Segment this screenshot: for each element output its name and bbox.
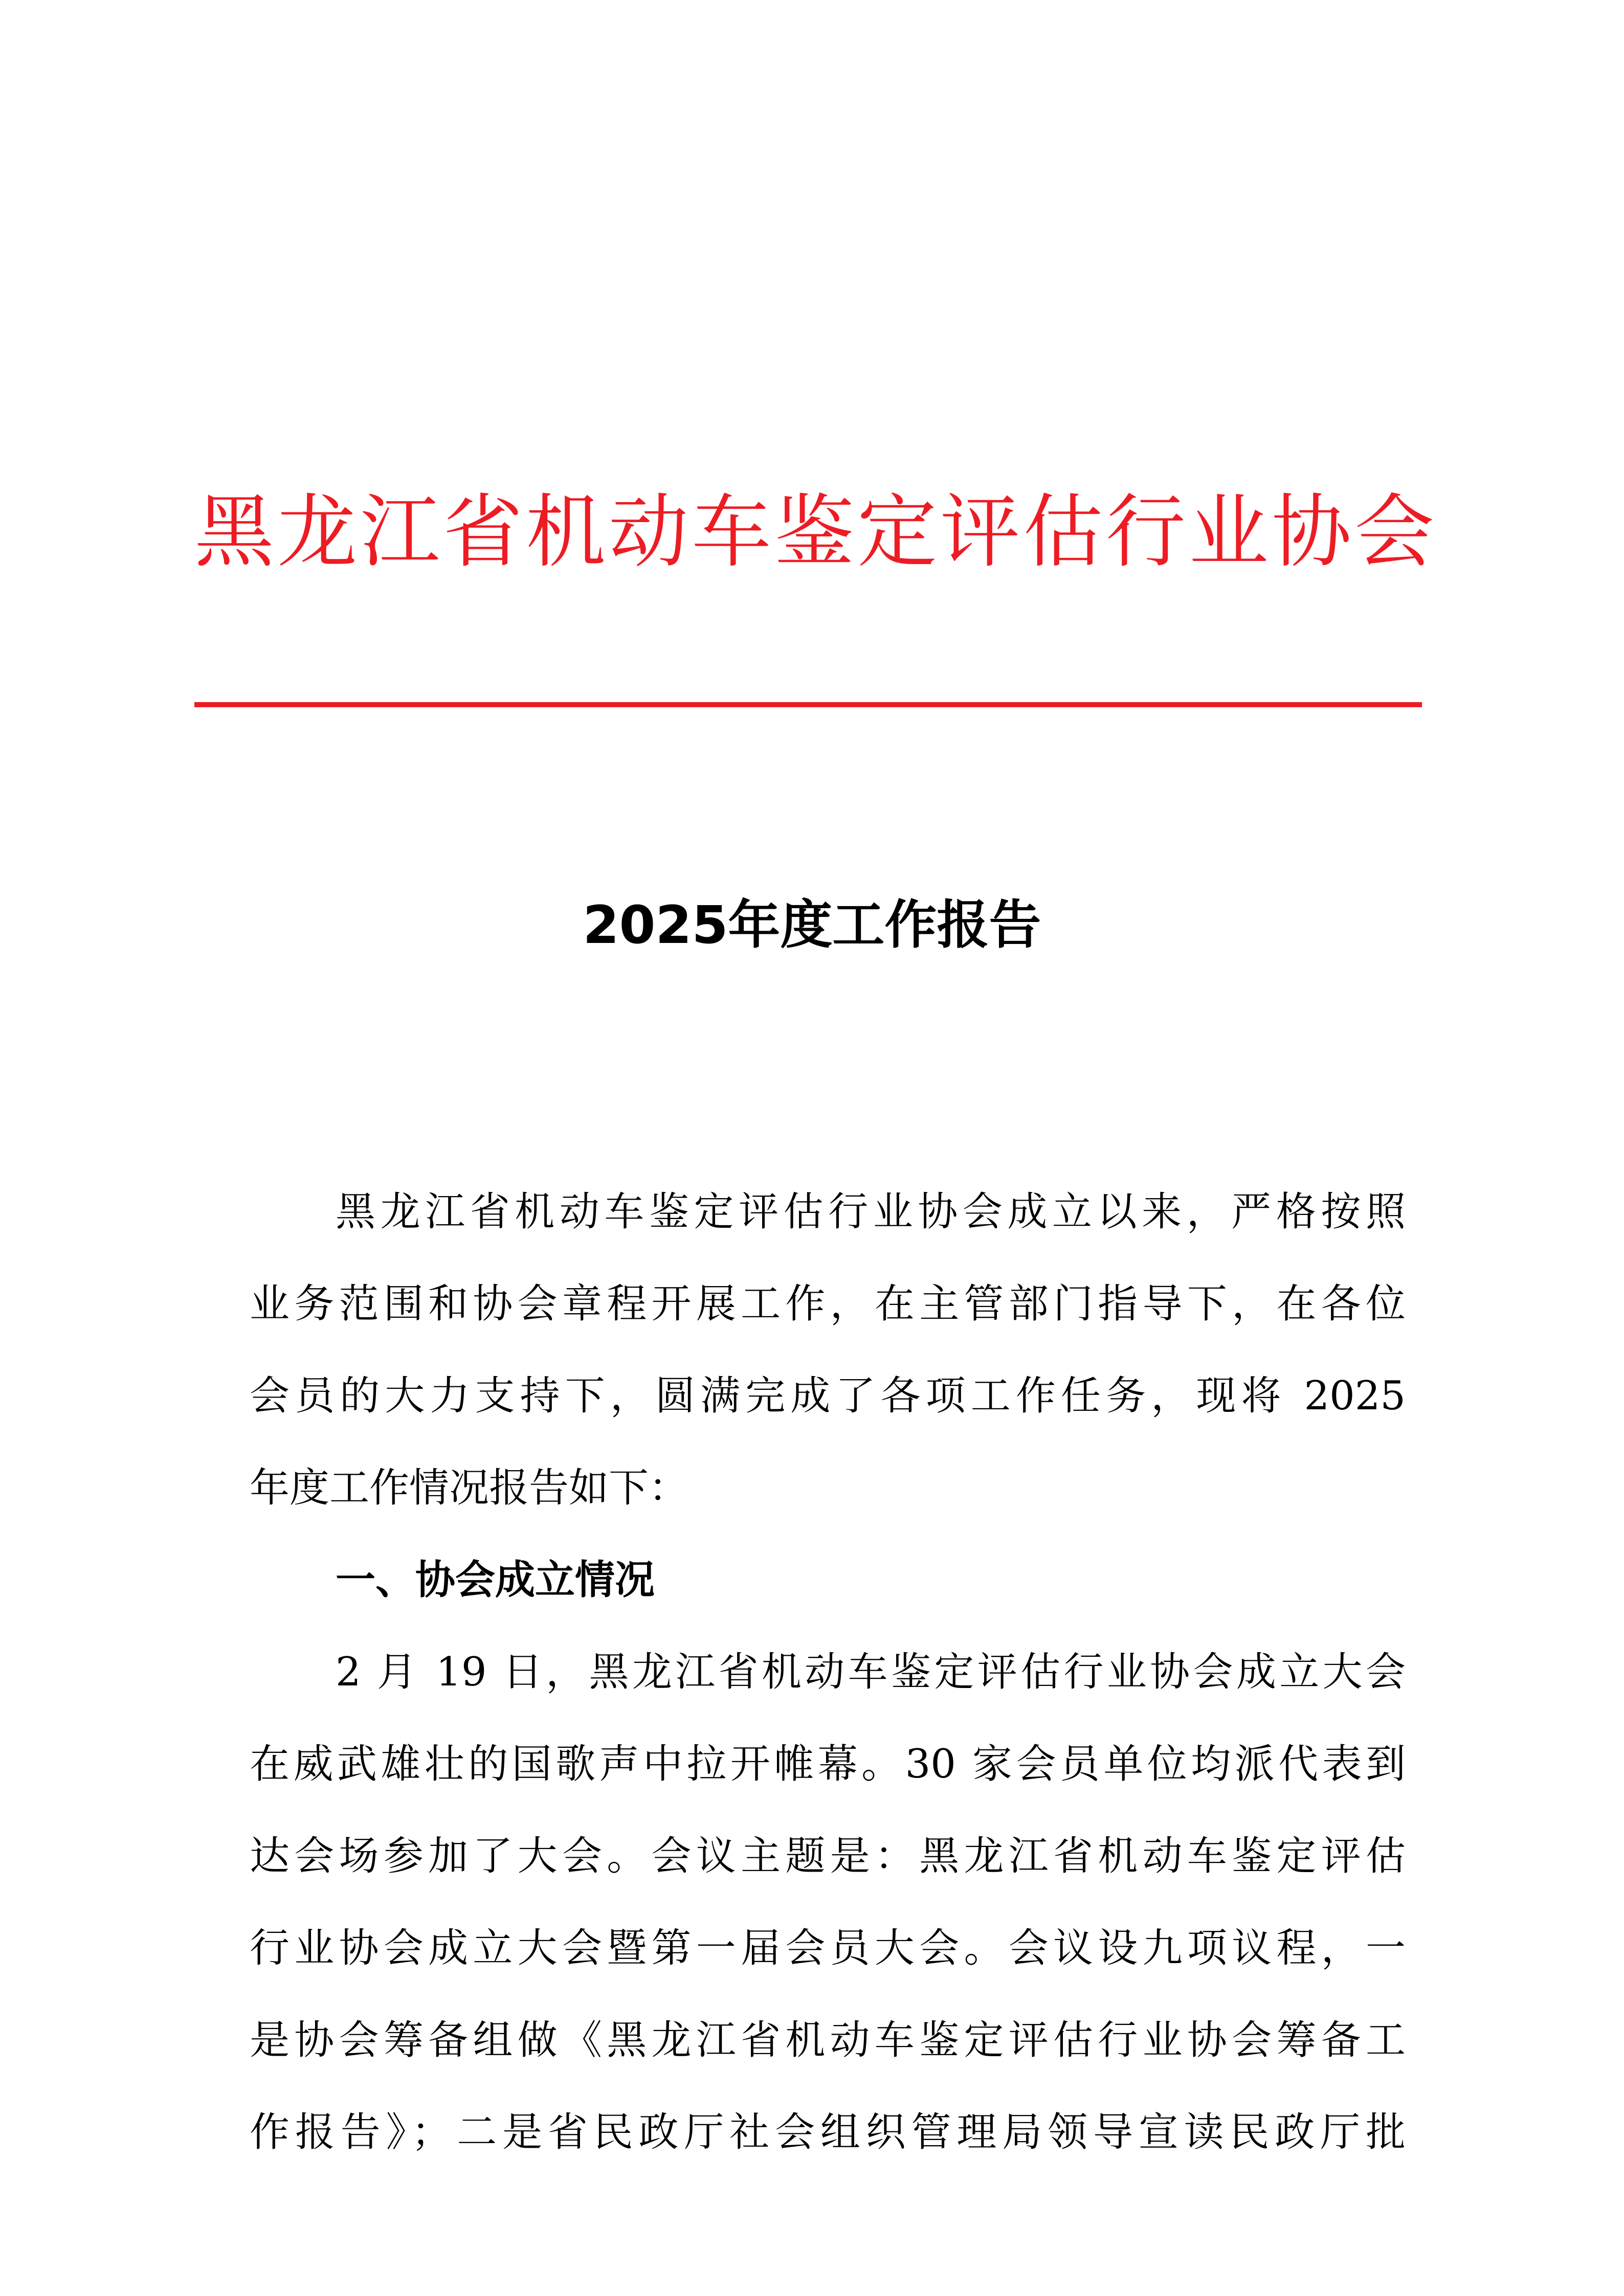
organization-name: 黑龙江省机动车鉴定评估行业协会 (194, 485, 1437, 578)
section-line: 达会场参加了大会。会议主题是：黑龙江省机动车鉴定评估 (250, 1833, 1406, 1879)
section-heading: 一、协会成立情况 (336, 1557, 655, 1603)
intro-line: 黑龙江省机动车鉴定评估行业协会成立以来，严格按照 (336, 1189, 1406, 1235)
section-line: 2 月 19 日，黑龙江省机动车鉴定评估行业协会成立大会 (336, 1649, 1406, 1695)
intro-line: 年度工作情况报告如下： (250, 1465, 689, 1511)
intro-line: 业务范围和协会章程开展工作，在主管部门指导下，在各位 (250, 1281, 1406, 1327)
section-line: 是协会筹备组做《黑龙江省机动车鉴定评估行业协会筹备工 (250, 2017, 1406, 2063)
section-line: 在威武雄壮的国歌声中拉开帷幕。30 家会员单位均派代表到 (250, 1741, 1406, 1787)
intro-line: 会员的大力支持下，圆满完成了各项工作任务，现将 2025 (250, 1373, 1406, 1419)
red-divider-line (194, 702, 1422, 707)
section-line: 行业协会成立大会暨第一届会员大会。会议设九项议程，一 (250, 1925, 1406, 1971)
report-title: 2025年度工作报告 (583, 895, 1041, 956)
section-line: 作报告》；二是省民政厅社会组织管理局领导宣读民政厅批 (250, 2109, 1406, 2155)
